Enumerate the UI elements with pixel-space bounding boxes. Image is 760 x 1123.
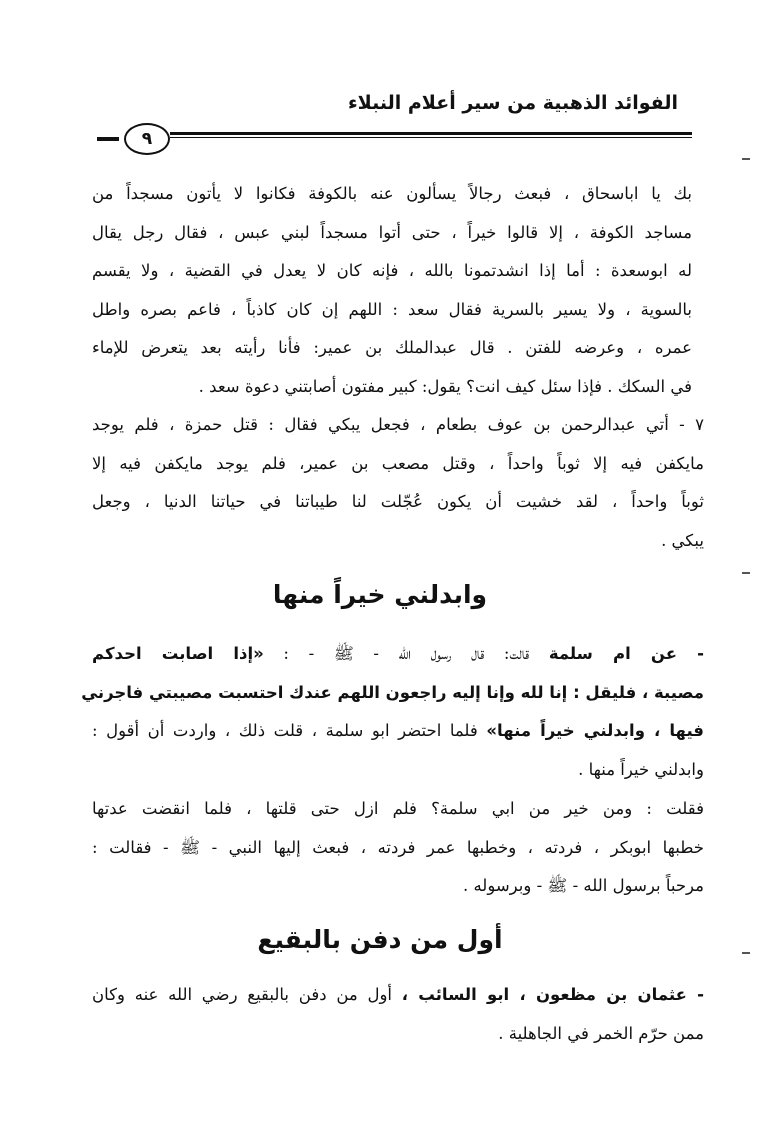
text-line: في السكك . فإذا سئل كيف انت؟ يقول: كبير مفتون أصابتني دعوة سعد .	[198, 376, 692, 396]
header-rule	[170, 132, 692, 138]
text-line: مساجد الكوفة ، إلا قالوا خيراً ، حتى أتوا مسجداً لبني عبس ، فقال رجل يقال	[92, 222, 692, 242]
text-line	[92, 976, 704, 1015]
text-line: عمره ، وعرضه للفتن . قال عبدالملك بن عمير: فأنا رأيته بعد يتعرض للإماء	[92, 338, 692, 357]
hadith-quote: فيها ، وابدلني خيراً منها»	[486, 721, 704, 740]
text-line: بالسوية ، ولا يسير بالسرية فقال سعد : اللهم إن كان كاذباً ، فاعم بصره واطل	[92, 299, 692, 319]
section-heading: أول من دفن بالبقيع	[257, 925, 503, 954]
text-line: مايكفن فيه إلا ثوباً واحداً ، وقتل مصعب بن عمير، فلم يوجد مايكفن فيه إلا	[92, 453, 704, 473]
text-line: فقلت : ومن خير من ابي سلمة؟ فلم ازل حتى قلتها ، فلما انقضت عدتها	[92, 799, 704, 818]
text-line: ممن حرّم الخمر في الجاهلية .	[498, 1023, 704, 1043]
text-line: ٧ - أتي عبدالرحمن بن عوف بطعام ، فجعل يبكي فقال : قتل حمزة ، فلم يوجد	[92, 415, 704, 434]
text-run: فلما احتضر ابو سلمة ، قلت ذلك ، واردت أن أقول :	[92, 721, 487, 740]
section-heading: وابدلني خيراً منها	[272, 580, 488, 609]
text-run: أول من دفن بالبقيع رضي الله عنه وكان	[92, 985, 402, 1004]
text-line	[92, 635, 704, 674]
margin-mark	[742, 572, 750, 574]
paragraph-final	[92, 976, 704, 1053]
narrator-name: - عن ام سلمة	[548, 644, 705, 663]
text-line: مرحباً برسول الله - ﷺ - وبرسوله .	[462, 876, 704, 895]
header-rule-left	[97, 137, 119, 141]
text-line: وابدلني خيراً منها .	[578, 759, 704, 779]
paragraph-1	[92, 175, 692, 406]
paragraph-continuation	[92, 790, 704, 906]
text-line: ثوباً واحداً ، لقد خشيت أن يكون عُجّلت لنا طيباتنا في حياتنا الدنيا ، وجعل	[92, 492, 704, 511]
text-line: مصيبة ، فليقل : إنا لله وإنا إليه راجعون اللهم عندك احتسبت مصيبتي فاجرني	[81, 682, 704, 702]
text-line: يبكي .	[661, 530, 704, 550]
text-line: خطبها ابوبكر ، فردته ، وخطبها عمر فردته ، فبعث إليها النبي - ﷺ - فقالت :	[92, 837, 704, 857]
text-line	[92, 712, 704, 751]
text-run: قالت: قال رسول الله - ﷺ - :	[263, 644, 549, 663]
person-name: - عثمان بن مظعون ، ابو السائب ،	[401, 985, 704, 1004]
margin-mark	[742, 158, 750, 160]
text-line: له ابوسعدة : أما إذا انشدتمونا بالله ، فإنه كان لا يعدل في القضية ، ولا يقسم	[92, 261, 692, 280]
text-line: بك يا اباسحاق ، فبعث رجالاً يسألون عنه بالكوفة فكانوا لا يأتون مسجداً من	[92, 184, 692, 203]
hadith-paragraph	[81, 635, 705, 789]
hadith-quote: «إذا اصابت احدكم	[92, 644, 264, 663]
running-header-title: الفوائد الذهبية من سير أعلام النبلاء	[347, 92, 678, 114]
paragraph-2	[92, 406, 704, 560]
page-number: ٩	[124, 123, 170, 155]
